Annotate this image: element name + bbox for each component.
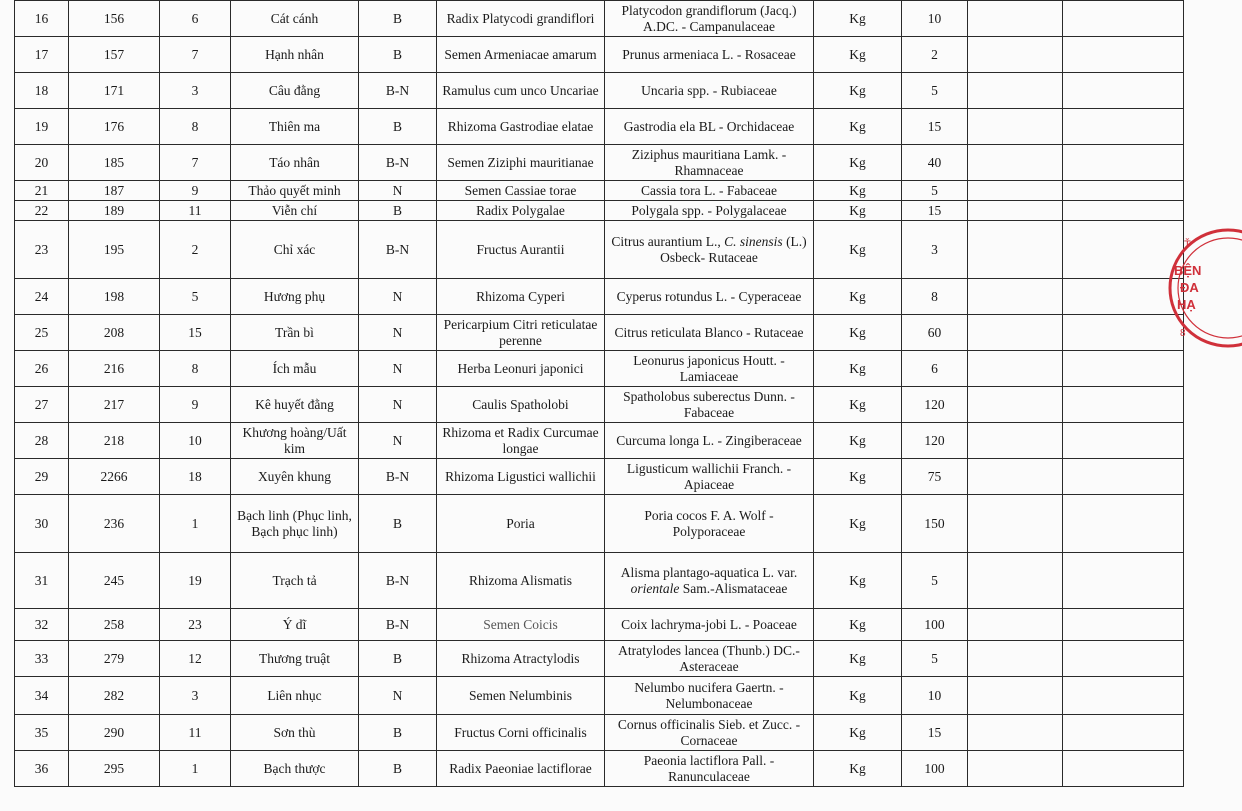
stt-cell: 17 bbox=[15, 37, 69, 73]
species-cell: Ligusticum wallichii Franch. - Apiaceae bbox=[605, 459, 814, 495]
code-cell: 218 bbox=[69, 423, 160, 459]
table-row bbox=[15, 715, 1184, 751]
unit-cell: Kg bbox=[814, 423, 902, 459]
empty-cell bbox=[1063, 423, 1184, 459]
group-cell: 15 bbox=[160, 315, 231, 351]
drug-name-cell: Ích mẫu bbox=[231, 351, 359, 387]
table-row bbox=[15, 37, 1184, 73]
drug-name-cell: Xuyên khung bbox=[231, 459, 359, 495]
code-cell: 2266 bbox=[69, 459, 160, 495]
code-cell: 189 bbox=[69, 201, 160, 221]
quantity-cell: 15 bbox=[902, 109, 968, 145]
stt-cell: 29 bbox=[15, 459, 69, 495]
drug-name-cell: Hạnh nhân bbox=[231, 37, 359, 73]
table-row bbox=[15, 145, 1184, 181]
quantity-cell: 5 bbox=[902, 73, 968, 109]
empty-cell bbox=[968, 73, 1063, 109]
empty-cell bbox=[1063, 1, 1184, 37]
species-cell: Paeonia lactiflora Pall. - Ranunculaceae bbox=[605, 751, 814, 787]
group-cell: 7 bbox=[160, 37, 231, 73]
empty-cell bbox=[968, 677, 1063, 715]
unit-cell: Kg bbox=[814, 641, 902, 677]
empty-cell bbox=[968, 459, 1063, 495]
latin-name-cell: Rhizoma Alismatis bbox=[437, 553, 605, 609]
latin-name-cell: Radix Polygalae bbox=[437, 201, 605, 221]
empty-cell bbox=[1063, 609, 1184, 641]
code-cell: 208 bbox=[69, 315, 160, 351]
code-cell: 171 bbox=[69, 73, 160, 109]
group-cell: 12 bbox=[160, 641, 231, 677]
table-row bbox=[15, 201, 1184, 221]
empty-cell bbox=[968, 641, 1063, 677]
table-row bbox=[15, 315, 1184, 351]
svg-text:8: 8 bbox=[1180, 328, 1186, 339]
origin-cell: B-N bbox=[359, 73, 437, 109]
empty-cell bbox=[1063, 73, 1184, 109]
group-cell: 3 bbox=[160, 73, 231, 109]
group-cell: 8 bbox=[160, 109, 231, 145]
quantity-cell: 10 bbox=[902, 677, 968, 715]
empty-cell bbox=[1063, 145, 1184, 181]
seal-text-1: BỆN bbox=[1174, 263, 1202, 278]
seal-text-2: ĐA bbox=[1180, 280, 1199, 295]
group-cell: 11 bbox=[160, 715, 231, 751]
latin-name-cell: Semen Cassiae torae bbox=[437, 181, 605, 201]
drug-name-cell: Câu đằng bbox=[231, 73, 359, 109]
empty-cell bbox=[1063, 751, 1184, 787]
drug-name-cell: Cát cánh bbox=[231, 1, 359, 37]
stt-cell: 21 bbox=[15, 181, 69, 201]
latin-name-cell: Semen Ziziphi mauritianae bbox=[437, 145, 605, 181]
empty-cell bbox=[968, 423, 1063, 459]
empty-cell bbox=[1063, 553, 1184, 609]
unit-cell: Kg bbox=[814, 387, 902, 423]
drug-name-cell: Sơn thù bbox=[231, 715, 359, 751]
species-cell: Gastrodia ela BL - Orchidaceae bbox=[605, 109, 814, 145]
group-cell: 10 bbox=[160, 423, 231, 459]
group-cell: 1 bbox=[160, 495, 231, 553]
table-body bbox=[15, 1, 1184, 787]
seal-ring-icon bbox=[1162, 218, 1242, 368]
unit-cell: Kg bbox=[814, 351, 902, 387]
drug-name-cell: Liên nhục bbox=[231, 677, 359, 715]
origin-cell: N bbox=[359, 315, 437, 351]
stt-cell: 23 bbox=[15, 221, 69, 279]
origin-cell: B bbox=[359, 201, 437, 221]
unit-cell: Kg bbox=[814, 181, 902, 201]
quantity-cell: 8 bbox=[902, 279, 968, 315]
stt-cell: 33 bbox=[15, 641, 69, 677]
empty-cell bbox=[968, 181, 1063, 201]
table-row bbox=[15, 553, 1184, 609]
origin-cell: B-N bbox=[359, 609, 437, 641]
code-cell: 295 bbox=[69, 751, 160, 787]
empty-cell bbox=[1063, 109, 1184, 145]
drug-list-sheet bbox=[14, 0, 1184, 787]
species-cell bbox=[605, 553, 814, 609]
latin-name-cell: Ramulus cum unco Uncariae bbox=[437, 73, 605, 109]
drug-name-cell: Táo nhân bbox=[231, 145, 359, 181]
empty-cell bbox=[968, 751, 1063, 787]
quantity-cell: 40 bbox=[902, 145, 968, 181]
species-cell: Spatholobus suberectus Dunn. - Fabaceae bbox=[605, 387, 814, 423]
drug-name-cell: Ý dĩ bbox=[231, 609, 359, 641]
unit-cell: Kg bbox=[814, 715, 902, 751]
quantity-cell: 150 bbox=[902, 495, 968, 553]
species-cell: Cornus officinalis Sieb. et Zucc. - Cornaceae bbox=[605, 715, 814, 751]
table-row bbox=[15, 279, 1184, 315]
species-cell: Cyperus rotundus L. - Cyperaceae bbox=[605, 279, 814, 315]
stt-cell: 35 bbox=[15, 715, 69, 751]
table-row bbox=[15, 751, 1184, 787]
group-cell: 23 bbox=[160, 609, 231, 641]
quantity-cell: 15 bbox=[902, 715, 968, 751]
origin-cell: N bbox=[359, 181, 437, 201]
drug-name-cell: Viễn chí bbox=[231, 201, 359, 221]
origin-cell: B bbox=[359, 109, 437, 145]
species-text-italic: orientale bbox=[630, 580, 680, 596]
latin-name-cell: Radix Platycodi grandiflori bbox=[437, 1, 605, 37]
latin-name-cell: Semen Coicis bbox=[437, 609, 605, 641]
code-cell: 279 bbox=[69, 641, 160, 677]
species-cell: Poria cocos F. A. Wolf - Polyporaceae bbox=[605, 495, 814, 553]
table-row bbox=[15, 181, 1184, 201]
seal-text-3: HẠ bbox=[1177, 297, 1196, 312]
drug-name-cell: Thảo quyết minh bbox=[231, 181, 359, 201]
stt-cell: 22 bbox=[15, 201, 69, 221]
species-cell bbox=[605, 221, 814, 279]
latin-name-cell: Semen Nelumbinis bbox=[437, 677, 605, 715]
empty-cell bbox=[968, 37, 1063, 73]
table-row bbox=[15, 459, 1184, 495]
origin-cell: N bbox=[359, 351, 437, 387]
species-cell: Polygala spp. - Polygalaceae bbox=[605, 201, 814, 221]
species-cell: Cassia tora L. - Fabaceae bbox=[605, 181, 814, 201]
empty-cell bbox=[1063, 37, 1184, 73]
latin-name-cell: Fructus Corni officinalis bbox=[437, 715, 605, 751]
stt-cell: 24 bbox=[15, 279, 69, 315]
drug-name-cell: Khương hoàng/Uất kim bbox=[231, 423, 359, 459]
unit-cell: Kg bbox=[814, 315, 902, 351]
quantity-cell: 75 bbox=[902, 459, 968, 495]
empty-cell bbox=[1063, 677, 1184, 715]
origin-cell: N bbox=[359, 279, 437, 315]
empty-cell bbox=[1063, 387, 1184, 423]
stt-cell: 26 bbox=[15, 351, 69, 387]
latin-name-cell: Rhizoma Cyperi bbox=[437, 279, 605, 315]
empty-cell bbox=[968, 201, 1063, 221]
quantity-cell: 5 bbox=[902, 181, 968, 201]
species-text-a: Citrus aurantium L., bbox=[611, 233, 725, 249]
group-cell: 9 bbox=[160, 181, 231, 201]
unit-cell: Kg bbox=[814, 109, 902, 145]
origin-cell: B bbox=[359, 1, 437, 37]
origin-cell: N bbox=[359, 677, 437, 715]
drug-name-cell: Chỉ xác bbox=[231, 221, 359, 279]
empty-cell bbox=[968, 387, 1063, 423]
unit-cell: Kg bbox=[814, 145, 902, 181]
quantity-cell: 100 bbox=[902, 751, 968, 787]
unit-cell: Kg bbox=[814, 495, 902, 553]
origin-cell: B-N bbox=[359, 221, 437, 279]
latin-name-cell: Rhizoma Gastrodiae elatae bbox=[437, 109, 605, 145]
group-cell: 8 bbox=[160, 351, 231, 387]
latin-name-cell: Herba Leonuri japonici bbox=[437, 351, 605, 387]
latin-name-cell: Rhizoma Atractylodis bbox=[437, 641, 605, 677]
empty-cell bbox=[1063, 181, 1184, 201]
unit-cell: Kg bbox=[814, 201, 902, 221]
code-cell: 187 bbox=[69, 181, 160, 201]
species-text-italic: C. sinensis bbox=[724, 233, 783, 249]
group-cell: 9 bbox=[160, 387, 231, 423]
quantity-cell: 5 bbox=[902, 641, 968, 677]
svg-text:Ť: Ť bbox=[1184, 239, 1191, 251]
empty-cell bbox=[968, 109, 1063, 145]
quantity-cell: 5 bbox=[902, 553, 968, 609]
code-cell: 156 bbox=[69, 1, 160, 37]
code-cell: 195 bbox=[69, 221, 160, 279]
code-cell: 245 bbox=[69, 553, 160, 609]
quantity-cell: 15 bbox=[902, 201, 968, 221]
quantity-cell: 100 bbox=[902, 609, 968, 641]
unit-cell: Kg bbox=[814, 73, 902, 109]
stt-cell: 32 bbox=[15, 609, 69, 641]
code-cell: 198 bbox=[69, 279, 160, 315]
table-row bbox=[15, 73, 1184, 109]
red-seal-stamp bbox=[1162, 218, 1242, 368]
species-cell: Curcuma longa L. - Zingiberaceae bbox=[605, 423, 814, 459]
latin-name-cell: Poria bbox=[437, 495, 605, 553]
species-cell: Leonurus japonicus Houtt. - Lamiaceae bbox=[605, 351, 814, 387]
latin-name-cell: Fructus Aurantii bbox=[437, 221, 605, 279]
species-cell: Coix lachryma-jobi L. - Poaceae bbox=[605, 609, 814, 641]
empty-cell bbox=[968, 715, 1063, 751]
table-row bbox=[15, 109, 1184, 145]
latin-name-cell: Caulis Spatholobi bbox=[437, 387, 605, 423]
stt-cell: 36 bbox=[15, 751, 69, 787]
drug-name-cell: Thương truật bbox=[231, 641, 359, 677]
empty-cell bbox=[968, 495, 1063, 553]
empty-cell bbox=[968, 315, 1063, 351]
table-row bbox=[15, 609, 1184, 641]
table-row bbox=[15, 221, 1184, 279]
stt-cell: 20 bbox=[15, 145, 69, 181]
quantity-cell: 60 bbox=[902, 315, 968, 351]
group-cell: 18 bbox=[160, 459, 231, 495]
unit-cell: Kg bbox=[814, 1, 902, 37]
table-row bbox=[15, 641, 1184, 677]
latin-name-cell: Rhizoma et Radix Curcumae longae bbox=[437, 423, 605, 459]
code-cell: 282 bbox=[69, 677, 160, 715]
group-cell: 6 bbox=[160, 1, 231, 37]
species-cell: Platycodon grandiflorum (Jacq.) A.DC. - Campanulaceae bbox=[605, 1, 814, 37]
code-cell: 290 bbox=[69, 715, 160, 751]
stt-cell: 28 bbox=[15, 423, 69, 459]
empty-cell bbox=[968, 1, 1063, 37]
group-cell: 3 bbox=[160, 677, 231, 715]
empty-cell bbox=[1063, 641, 1184, 677]
empty-cell bbox=[968, 609, 1063, 641]
latin-name-cell: Radix Paeoniae lactiflorae bbox=[437, 751, 605, 787]
empty-cell bbox=[968, 553, 1063, 609]
origin-cell: B-N bbox=[359, 145, 437, 181]
empty-cell bbox=[968, 351, 1063, 387]
quantity-cell: 120 bbox=[902, 423, 968, 459]
origin-cell: N bbox=[359, 423, 437, 459]
drug-name-cell: Bạch linh (Phục linh, Bạch phục linh) bbox=[231, 495, 359, 553]
group-cell: 7 bbox=[160, 145, 231, 181]
origin-cell: B-N bbox=[359, 553, 437, 609]
code-cell: 236 bbox=[69, 495, 160, 553]
latin-name-cell: Rhizoma Ligustici wallichii bbox=[437, 459, 605, 495]
group-cell: 2 bbox=[160, 221, 231, 279]
origin-cell: B-N bbox=[359, 459, 437, 495]
drug-name-cell: Bạch thược bbox=[231, 751, 359, 787]
unit-cell: Kg bbox=[814, 609, 902, 641]
latin-name-cell: Pericarpium Citri reticulatae perenne bbox=[437, 315, 605, 351]
group-cell: 19 bbox=[160, 553, 231, 609]
empty-cell bbox=[968, 279, 1063, 315]
group-cell: 1 bbox=[160, 751, 231, 787]
drug-name-cell: Trần bì bbox=[231, 315, 359, 351]
species-text-a: Alisma plantago-aquatica L. var. bbox=[620, 564, 798, 580]
species-cell: Citrus reticulata Blanco - Rutaceae bbox=[605, 315, 814, 351]
empty-cell bbox=[968, 145, 1063, 181]
stt-cell: 34 bbox=[15, 677, 69, 715]
origin-cell: B bbox=[359, 751, 437, 787]
origin-cell: B bbox=[359, 715, 437, 751]
unit-cell: Kg bbox=[814, 37, 902, 73]
stt-cell: 19 bbox=[15, 109, 69, 145]
table-row bbox=[15, 1, 1184, 37]
stt-cell: 18 bbox=[15, 73, 69, 109]
stt-cell: 31 bbox=[15, 553, 69, 609]
code-cell: 185 bbox=[69, 145, 160, 181]
unit-cell: Kg bbox=[814, 553, 902, 609]
empty-cell bbox=[968, 221, 1063, 279]
code-cell: 157 bbox=[69, 37, 160, 73]
unit-cell: Kg bbox=[814, 221, 902, 279]
unit-cell: Kg bbox=[814, 279, 902, 315]
code-cell: 216 bbox=[69, 351, 160, 387]
origin-cell: B bbox=[359, 641, 437, 677]
group-cell: 11 bbox=[160, 201, 231, 221]
quantity-cell: 6 bbox=[902, 351, 968, 387]
quantity-cell: 10 bbox=[902, 1, 968, 37]
unit-cell: Kg bbox=[814, 751, 902, 787]
table-row bbox=[15, 495, 1184, 553]
table-row bbox=[15, 351, 1184, 387]
empty-cell bbox=[1063, 459, 1184, 495]
group-cell: 5 bbox=[160, 279, 231, 315]
stt-cell: 16 bbox=[15, 1, 69, 37]
code-cell: 217 bbox=[69, 387, 160, 423]
drug-name-cell: Kê huyết đằng bbox=[231, 387, 359, 423]
table-row bbox=[15, 423, 1184, 459]
species-text-c: (L.) Osbeck- Rutaceae bbox=[660, 233, 807, 265]
code-cell: 176 bbox=[69, 109, 160, 145]
origin-cell: B bbox=[359, 37, 437, 73]
herbal-drug-table bbox=[14, 0, 1184, 787]
species-cell: Uncaria spp. - Rubiaceae bbox=[605, 73, 814, 109]
species-cell: Atratylodes lancea (Thunb.) DC.- Asteraceae bbox=[605, 641, 814, 677]
drug-name-cell: Thiên ma bbox=[231, 109, 359, 145]
species-cell: Ziziphus mauritiana Lamk. - Rhamnaceae bbox=[605, 145, 814, 181]
species-text-c: Sam.-Alismataceae bbox=[679, 580, 788, 596]
drug-name-cell: Trạch tả bbox=[231, 553, 359, 609]
table-row bbox=[15, 677, 1184, 715]
stt-cell: 25 bbox=[15, 315, 69, 351]
unit-cell: Kg bbox=[814, 459, 902, 495]
quantity-cell: 120 bbox=[902, 387, 968, 423]
quantity-cell: 3 bbox=[902, 221, 968, 279]
origin-cell: N bbox=[359, 387, 437, 423]
empty-cell bbox=[1063, 715, 1184, 751]
table-row bbox=[15, 387, 1184, 423]
latin-name-cell: Semen Armeniacae amarum bbox=[437, 37, 605, 73]
species-cell: Nelumbo nucifera Gaertn. - Nelumbonaceae bbox=[605, 677, 814, 715]
drug-name-cell: Hương phụ bbox=[231, 279, 359, 315]
species-cell: Prunus armeniaca L. - Rosaceae bbox=[605, 37, 814, 73]
empty-cell bbox=[1063, 495, 1184, 553]
quantity-cell: 2 bbox=[902, 37, 968, 73]
origin-cell: B bbox=[359, 495, 437, 553]
unit-cell: Kg bbox=[814, 677, 902, 715]
stt-cell: 27 bbox=[15, 387, 69, 423]
code-cell: 258 bbox=[69, 609, 160, 641]
stt-cell: 30 bbox=[15, 495, 69, 553]
